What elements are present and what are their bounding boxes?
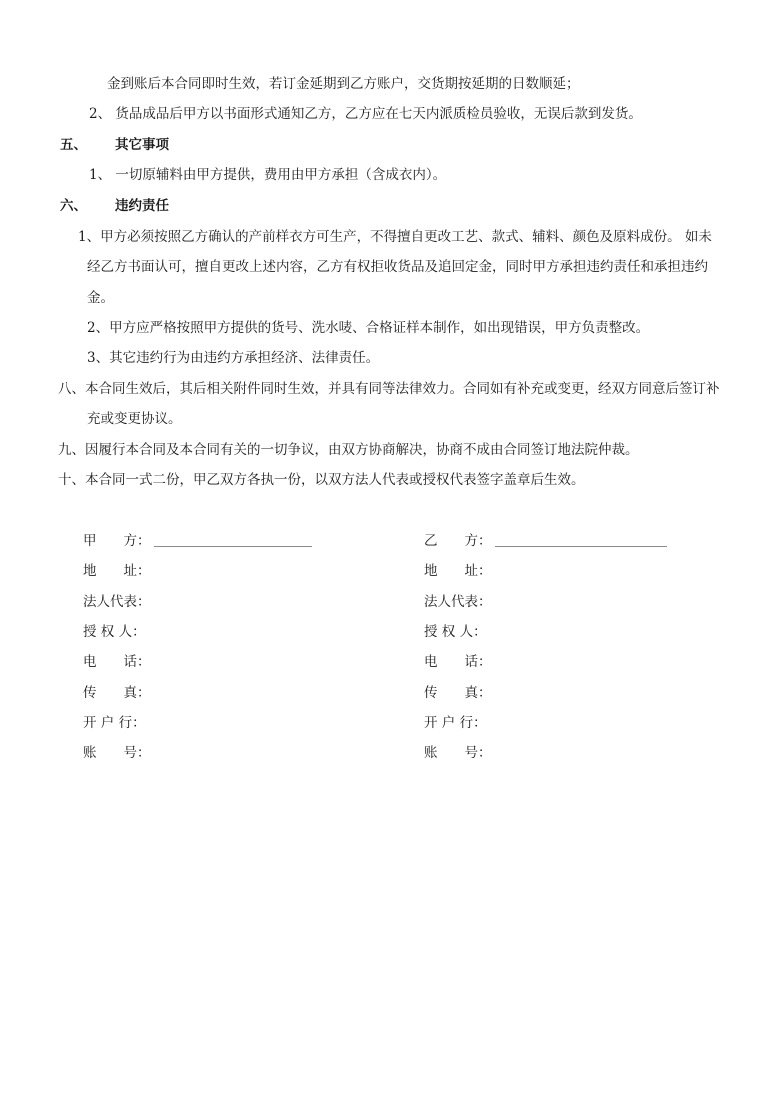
party-b-legal-rep-label: 法人代表： <box>424 594 492 610</box>
clause-4-1-continuation: 金到账后本合同即时生效，若订金延期到乙方账户，交货期按延期的日数顺延； <box>107 76 580 92</box>
section-10: 十、本合同一式二份，甲乙双方各执一份，以双方法人代表或授权代表签字盖章后生效。 <box>58 472 585 488</box>
section-6-number: 六、 <box>60 198 87 214</box>
party-a-authorized-label: 授 权 人： <box>83 624 146 640</box>
party-b-account-label: 账 号： <box>424 745 492 761</box>
section-8-line-1: 八、本合同生效后，其后相关附件同时生效，并具有同等法律效力。合同如有补充或变更，经双方同意后签订补 <box>58 381 720 397</box>
party-b-fax-label: 传 真： <box>424 685 492 701</box>
clause-6-1-line-2: 经乙方书面认可，擅自更改上述内容，乙方有权拒收货品及追回定金，同时甲方承担违约责任和承担违约 <box>87 259 708 275</box>
party-a-phone-label: 电 话： <box>83 654 151 670</box>
party-a-legal-rep-label: 法人代表： <box>83 594 151 610</box>
clause-6-1-line-3: 金。 <box>87 290 114 306</box>
party-b-phone-label: 电 话： <box>424 654 492 670</box>
party-a-label: 甲 方： <box>83 533 151 549</box>
clause-6-1-line-1: 1、甲方必须按照乙方确认的产前样衣方可生产，不得擅自更改工艺、款式、辅料、颜色及原料成份。 如未 <box>78 229 712 245</box>
section-6-title: 违约责任 <box>115 198 169 214</box>
party-b-bank-label: 开 户 行： <box>424 715 487 731</box>
clause-6-3: 3、其它违约行为由违约方承担经济、法律责任。 <box>87 350 380 366</box>
party-b-address-label: 地 址： <box>424 563 492 579</box>
party-a-address-label: 地 址： <box>83 563 151 579</box>
party-a-signature-line[interactable] <box>154 546 312 547</box>
section-6-heading <box>60 197 169 215</box>
party-a-account-label: 账 号： <box>83 745 151 761</box>
party-b-signature-line[interactable] <box>495 546 667 547</box>
section-5-title: 其它事项 <box>115 137 169 153</box>
clause-4-2: 2、 货品成品后甲方以书面形式通知乙方，乙方应在七天内派质检员验收，无误后款到发货。 <box>89 106 642 122</box>
party-b-label: 乙 方： <box>424 533 492 549</box>
section-5-number: 五、 <box>60 137 87 153</box>
party-b-authorized-label: 授 权 人： <box>424 624 487 640</box>
clause-6-2: 2、甲方应严格按照甲方提供的货号、洗水唛、合格证样本制作，如出现错误，甲方负责整改。 <box>87 320 650 336</box>
party-a-bank-label: 开 户 行： <box>83 715 146 731</box>
clause-5-1: 1、 一切原辅料由甲方提供，费用由甲方承担（含成衣内）。 <box>89 167 447 183</box>
section-8-line-2: 充或变更协议。 <box>87 411 182 427</box>
section-9: 九、因履行本合同及本合同有关的一切争议，由双方协商解决，协商不成由合同签订地法院仲裁。 <box>58 442 639 458</box>
section-5-heading <box>60 136 169 154</box>
party-a-fax-label: 传 真： <box>83 685 151 701</box>
